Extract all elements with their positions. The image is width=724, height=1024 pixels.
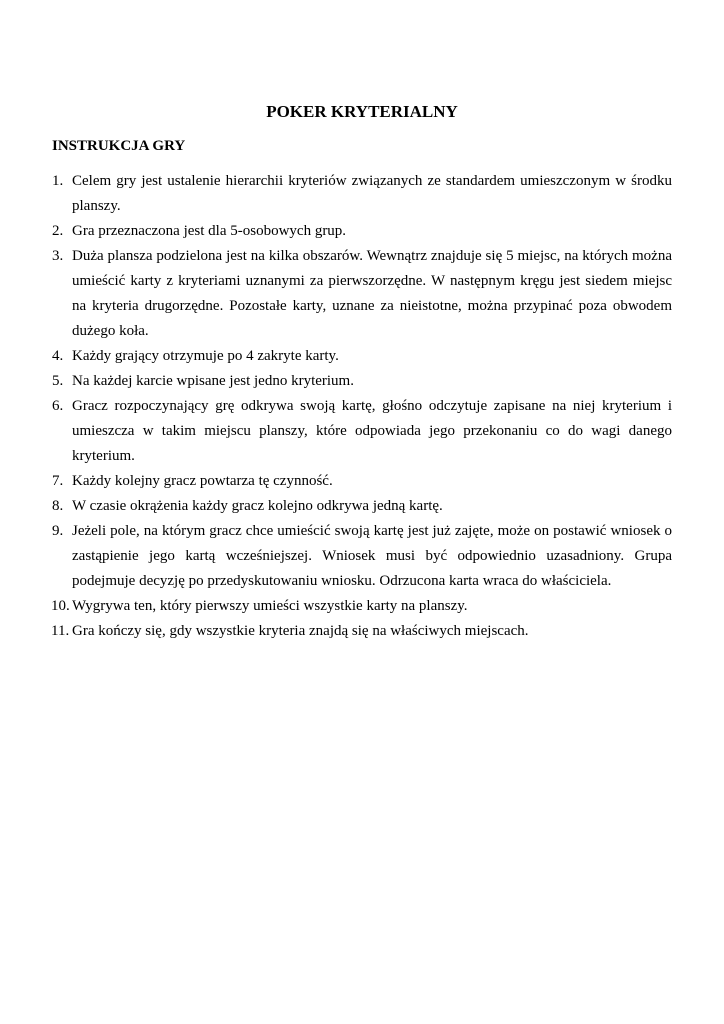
list-item	[52, 219, 672, 244]
item-text: Gra przeznaczona jest dla 5-osobowych grup.	[72, 223, 347, 239]
item-text: Na każdej karcie wpisane jest jedno kryterium.	[72, 373, 354, 389]
list-item	[52, 594, 672, 619]
list-item	[52, 494, 672, 519]
item-number: 11.	[51, 623, 70, 639]
section-heading: INSTRUKCJA GRY	[52, 138, 186, 154]
list-item	[52, 369, 672, 394]
list-item	[52, 619, 672, 644]
item-text: Celem gry jest ustalenie hierarchii kryteriów związanych ze standardem umieszczonym w środku planszy.	[72, 173, 672, 214]
item-number: 8.	[52, 498, 64, 514]
item-text: Gra kończy się, gdy wszystkie kryteria znajdą się na właściwych miejscach.	[72, 623, 529, 639]
item-number: 1.	[52, 173, 64, 189]
page-title: POKER KRYTERIALNY	[266, 102, 458, 121]
instruction-list	[52, 169, 672, 644]
item-text: Wygrywa ten, który pierwszy umieści wszystkie karty na planszy.	[72, 598, 468, 614]
item-number: 3.	[52, 248, 64, 264]
item-number: 9.	[52, 523, 64, 539]
item-text: Jeżeli pole, na którym gracz chce umieścić swoją kartę jest już zajęte, może on postawić wniosek o zastąpienie jego kartą wcześniejszej. Wniosek musi być odpowiednio uzasadniony. Grupa podejmuje decyzję po przedyskutowaniu wniosku. Odrzucona karta wraca do właściciela.	[72, 523, 672, 589]
list-item	[52, 244, 672, 344]
item-number: 10.	[51, 598, 70, 614]
list-item	[52, 344, 672, 369]
item-text: Duża plansza podzielona jest na kilka obszarów. Wewnątrz znajduje się 5 miejsc, na których można umieścić karty z kryteriami uznanymi za pierwszorzędne. W następnym kręgu jest siedem miejsc na kryteria drugorzędne. Pozostałe karty, uznane za nieistotne, można przypinać poza obwodem dużego koła.	[72, 248, 672, 339]
item-text: W czasie okrążenia każdy gracz kolejno odkrywa jedną kartę.	[72, 498, 443, 514]
item-number: 2.	[52, 223, 64, 239]
item-text: Każdy kolejny gracz powtarza tę czynność.	[72, 473, 333, 489]
item-number: 5.	[52, 373, 64, 389]
list-item	[52, 519, 672, 594]
item-number: 7.	[52, 473, 64, 489]
list-item	[52, 394, 672, 469]
item-text: Każdy grający otrzymuje po 4 zakryte karty.	[72, 348, 339, 364]
item-number: 6.	[52, 398, 64, 414]
item-text: Gracz rozpoczynający grę odkrywa swoją kartę, głośno odczytuje zapisane na niej kryterium i umieszcza w takim miejscu planszy, które odpowiada jego przekonaniu co do wagi danego kryterium.	[72, 398, 672, 464]
list-item	[52, 469, 672, 494]
item-number: 4.	[52, 348, 64, 364]
list-item	[52, 169, 672, 219]
